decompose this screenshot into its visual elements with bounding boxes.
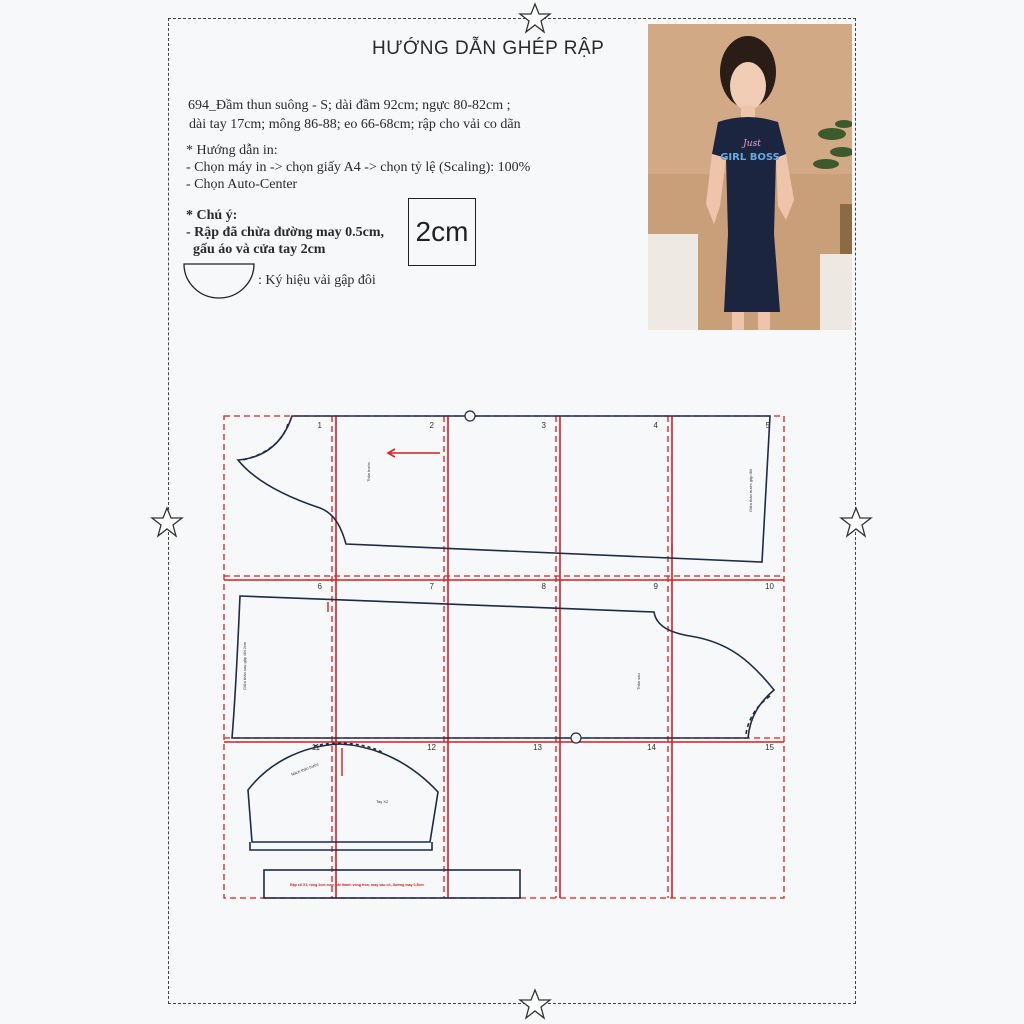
grain-arrow-icon — [388, 449, 440, 457]
page-number-5: 5 — [765, 421, 770, 430]
fold-label: : Ký hiệu vải gập đôi — [258, 273, 376, 288]
front-label: Thân trước — [366, 462, 371, 482]
shirt-text-2: GIRL BOSS — [720, 152, 780, 163]
print-step-1: - Chọn máy in -> chọn giấy A4 -> chọn tỷ lệ (Scaling): 100% — [186, 160, 531, 175]
page-number-6: 6 — [317, 582, 322, 591]
print-step-2: - Chọn Auto-Center — [186, 177, 298, 192]
spec-line-2: dài tay 17cm; mông 86-88; eo 66-68cm; rập cho vải co dãn — [189, 117, 521, 132]
page-title: HƯỚNG DẪN GHÉP RẬP — [372, 38, 605, 59]
grid-dashed-lines — [224, 416, 784, 898]
scale-box: 2cm — [408, 198, 476, 266]
page-number-9: 9 — [653, 582, 658, 591]
page-number-2: 2 — [429, 421, 434, 430]
shirt-text-1: Just — [743, 139, 761, 149]
page-number-12: 12 — [427, 743, 436, 752]
page-number-8: 8 — [541, 582, 546, 591]
note-heading: * Chú ý: — [186, 208, 238, 223]
spec-line-1: 694_Đầm thun suông - S; dài đầm 92cm; ngực 80-82cm ; — [188, 98, 511, 113]
page-number-13: 13 — [533, 743, 542, 752]
note-line-2: gấu áo và cửa tay 2cm — [186, 242, 326, 257]
page-number-11: 11 — [311, 743, 320, 752]
notch-back — [571, 733, 581, 743]
page-number-14: 14 — [647, 743, 656, 752]
back-piece-outline — [232, 596, 774, 738]
page-number-3: 3 — [541, 421, 546, 430]
page-number-15: 15 — [765, 743, 774, 752]
page-number-4: 4 — [653, 421, 658, 430]
sleeve-outline — [248, 743, 438, 850]
back-fold-note: Giữa thân sau gập đôi 2cm — [242, 641, 247, 690]
front-piece-outline — [238, 416, 770, 562]
page-number-7: 7 — [429, 582, 434, 591]
sleeve-label: Tay X2 — [376, 799, 389, 804]
front-fold-note: Giữa thân trước gập đôi — [748, 469, 753, 512]
page-number-10: 10 — [765, 582, 774, 591]
back-label: Thân sau — [636, 673, 641, 690]
neck-band-label: Rập cổ X1, rộng 2cm may, cắt thành vòng tròn, may vào cổ, đường may 0,5cm — [290, 883, 424, 887]
print-heading: * Hướng dẫn in: — [186, 143, 278, 158]
notch-front — [465, 411, 475, 421]
page-number-1: 1 — [317, 421, 322, 430]
grid-solid-lines — [224, 416, 784, 898]
note-line-1: - Rập đã chừa đường may 0.5cm, — [186, 225, 385, 240]
sleeve-cap-label: Nách thân trước — [290, 761, 320, 777]
